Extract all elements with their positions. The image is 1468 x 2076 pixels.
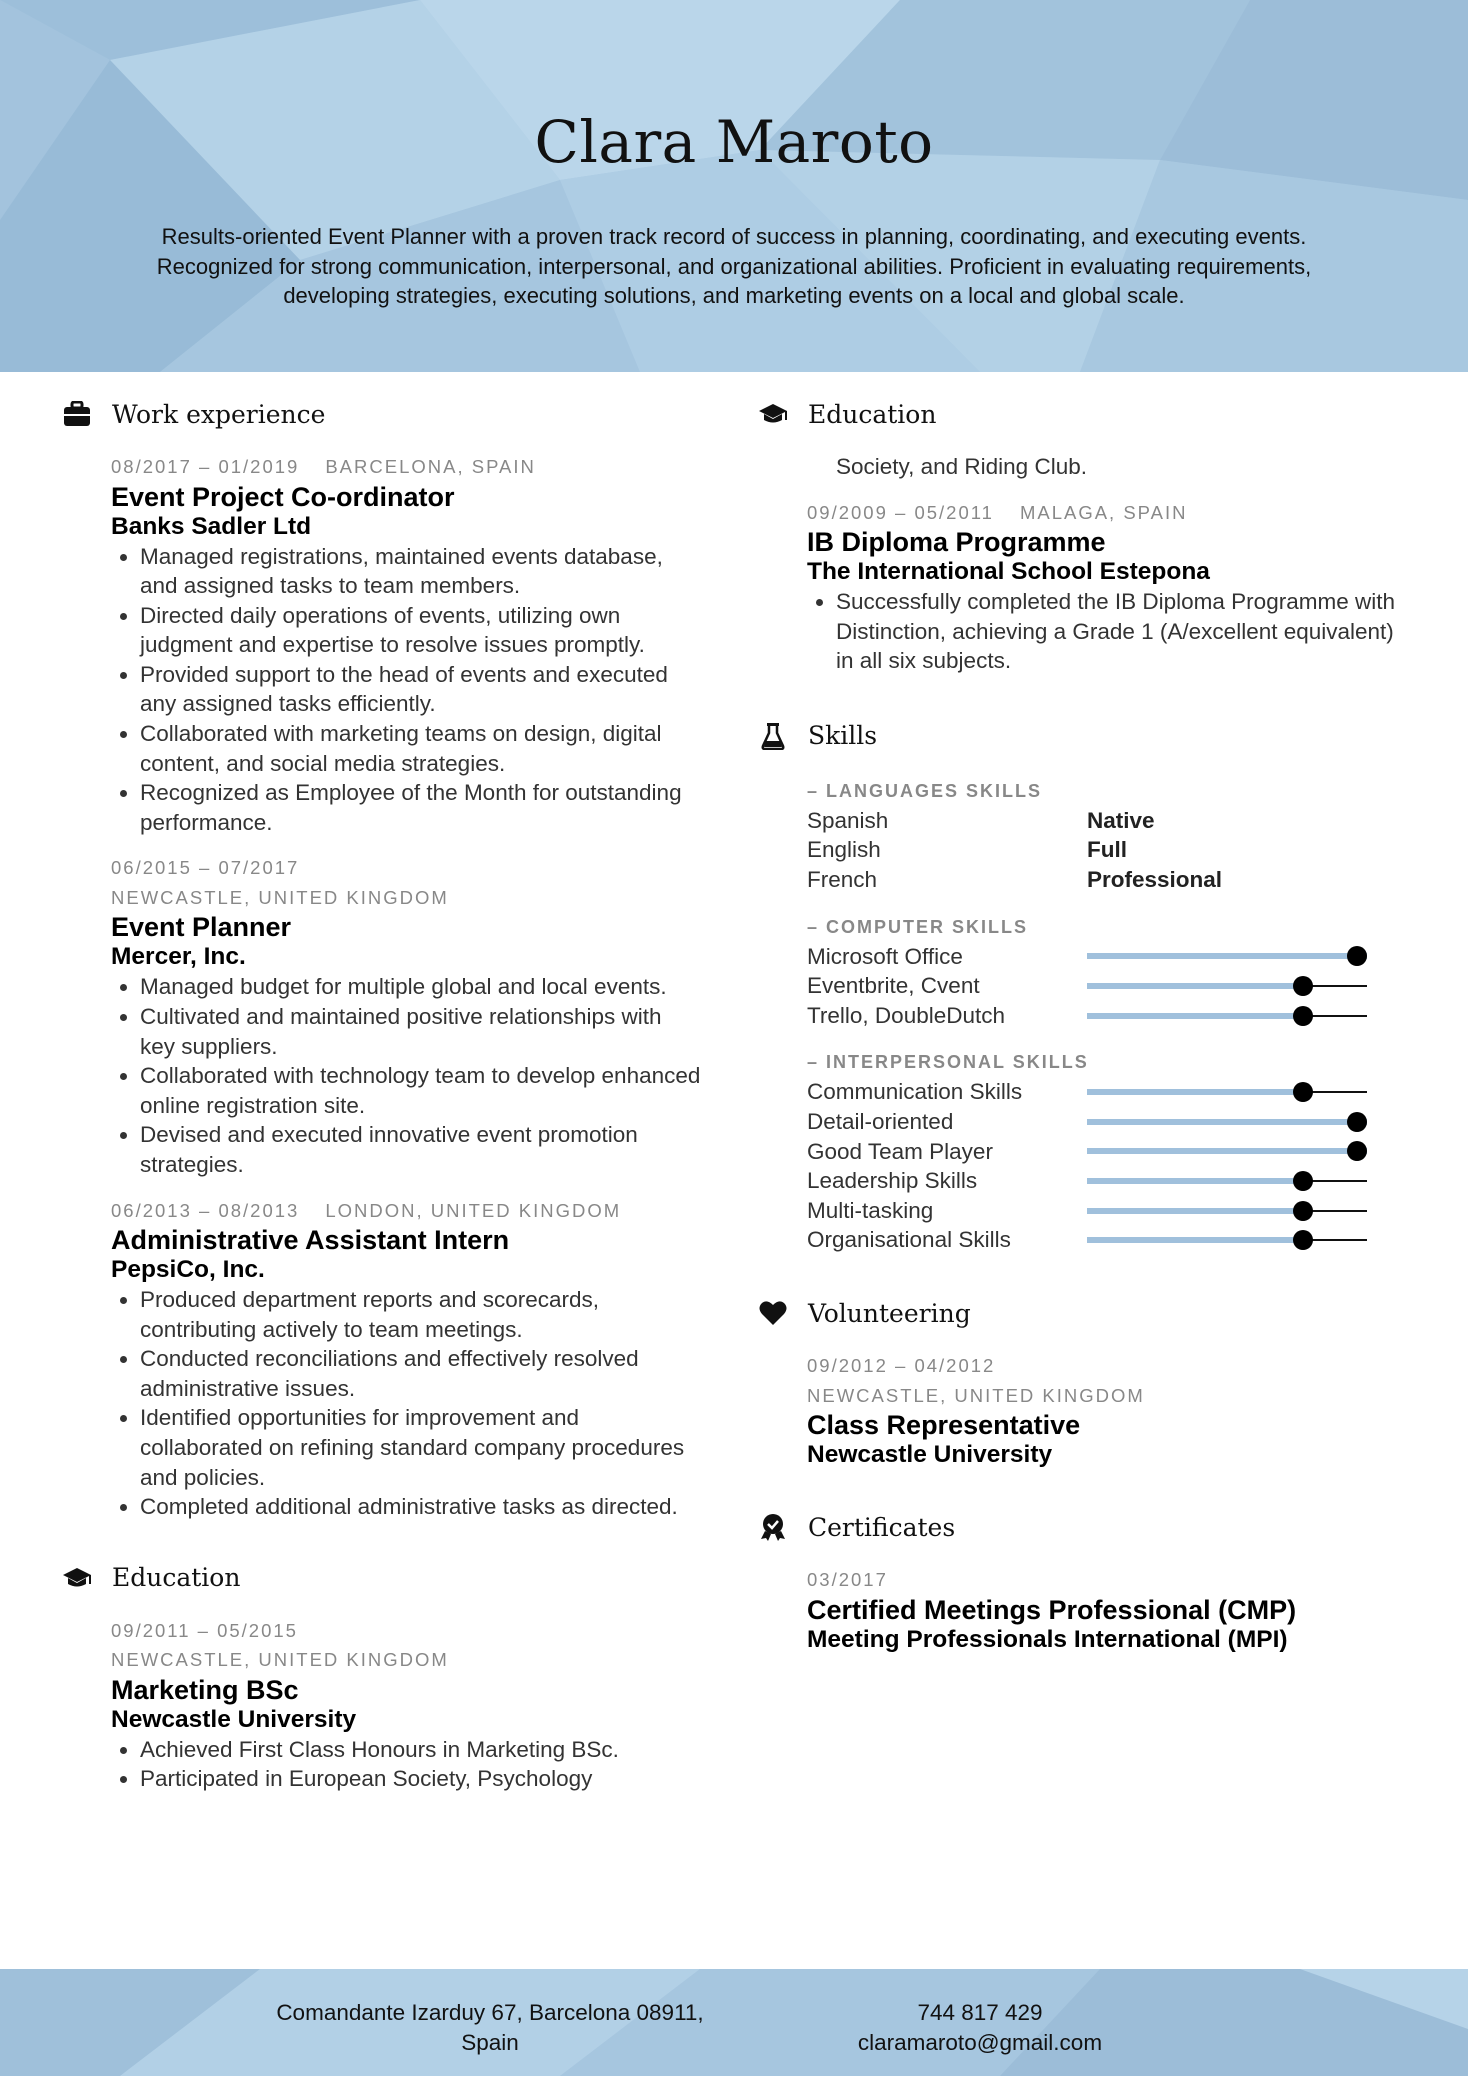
skill-level-bar bbox=[1087, 946, 1367, 966]
language-level: Native bbox=[1087, 807, 1155, 833]
entry-location: NEWCASTLE, UNITED KINGDOM bbox=[111, 886, 449, 908]
skill-level-bar bbox=[1087, 1201, 1367, 1221]
achievement-list bbox=[111, 1735, 702, 1794]
skill-row bbox=[807, 1196, 1398, 1226]
interpersonal-skills bbox=[807, 1047, 1398, 1255]
languages-skills-heading: – LANGUAGES SKILLS bbox=[807, 780, 1043, 801]
volunteer-role: Class Representative bbox=[807, 1410, 1081, 1440]
responsibility-item: • Collaborated with marketing teams on design, digital content, and social media strategies. bbox=[140, 719, 702, 778]
skill-level-bar bbox=[1087, 1082, 1367, 1102]
responsibility-item: • Directed daily operations of events, utilizing own judgment and expertise to resolve issues promptly. bbox=[140, 601, 702, 660]
skill-level-fill bbox=[1087, 1237, 1303, 1243]
certificate-issuer: Meeting Professionals International (MPI) bbox=[807, 1625, 1288, 1653]
header-background-pattern bbox=[0, 0, 1468, 372]
graduation-cap-icon bbox=[758, 399, 788, 429]
entry-meta bbox=[111, 452, 702, 482]
education-entry bbox=[111, 1616, 702, 1794]
entry-location: MALAGA, SPAIN bbox=[1019, 501, 1188, 523]
interpersonal-skills-heading: – INTERPERSONAL SKILLS bbox=[807, 1052, 1089, 1073]
skill-level-fill bbox=[1087, 1178, 1303, 1184]
skill-name: Communication Skills bbox=[807, 1079, 1023, 1105]
responsibility-item: • Conducted reconciliations and effectively resolved administrative issues. bbox=[140, 1344, 702, 1403]
skill-level-bar bbox=[1087, 976, 1367, 996]
skill-level-knob bbox=[1347, 946, 1367, 966]
skill-row bbox=[807, 1077, 1398, 1107]
entry-dates: 09/2009 – 05/2011 bbox=[807, 501, 994, 523]
job-title: Event Planner bbox=[111, 912, 292, 943]
work-entry bbox=[111, 1196, 702, 1522]
responsibility-item: • Devised and executed innovative event promotion strategies. bbox=[140, 1120, 702, 1179]
achievement-item: • Participated in European Society, Psychology bbox=[140, 1764, 702, 1794]
education-entry bbox=[807, 452, 1398, 482]
skill-row bbox=[807, 1107, 1398, 1137]
skill-name: Trello, DoubleDutch bbox=[807, 1002, 1006, 1028]
language-row bbox=[807, 835, 1398, 865]
achievement-list bbox=[807, 587, 1398, 676]
responsibility-list bbox=[111, 1285, 702, 1522]
address-line: Comandante Izarduy 67, Barcelona 08911, bbox=[276, 2000, 704, 2025]
company-name: Mercer, Inc. bbox=[111, 943, 246, 971]
skills-title: Skills bbox=[808, 721, 878, 751]
language-name: French bbox=[807, 867, 878, 893]
skill-level-bar bbox=[1087, 1141, 1367, 1161]
computer-skills bbox=[807, 912, 1398, 1031]
skill-level-bar bbox=[1087, 1006, 1367, 1026]
heart-icon bbox=[758, 1298, 788, 1328]
skill-level-bar bbox=[1087, 1171, 1367, 1191]
languages-skills bbox=[807, 776, 1398, 895]
skill-level-knob bbox=[1293, 1171, 1313, 1191]
volunteer-organization: Newcastle University bbox=[807, 1441, 1053, 1468]
education-heading bbox=[758, 396, 1398, 432]
continued-text: Society, and Riding Club. bbox=[836, 454, 1087, 479]
graduation-cap-icon bbox=[62, 1563, 92, 1593]
email-address[interactable]: claramaroto@gmail.com bbox=[857, 2029, 1103, 2055]
briefcase-icon bbox=[62, 399, 92, 429]
profile-summary: Results-oriented Event Planner with a proven track record of success in planning, coordinating, and executing events. Recognized for strong communication, interpersonal, and organizational abilities. Proficient in evaluating requirements, developing strategies, executing solutions, and marketing events on a local and global scale. bbox=[156, 224, 1312, 308]
volunteering-title: Volunteering bbox=[808, 1298, 971, 1328]
skill-row bbox=[807, 971, 1398, 1001]
skill-level-fill bbox=[1087, 953, 1367, 959]
work-experience-heading bbox=[62, 396, 702, 432]
skills-heading bbox=[758, 718, 1398, 754]
certificate-title: Certified Meetings Professional (CMP) bbox=[807, 1594, 1297, 1625]
education-title: Education bbox=[808, 399, 937, 429]
award-badge-icon bbox=[758, 1512, 788, 1542]
candidate-name: Clara Maroto bbox=[534, 108, 934, 176]
institution-name: The International School Estepona bbox=[807, 558, 1210, 586]
entry-dates: 09/2011 – 05/2015 bbox=[111, 1619, 298, 1641]
responsibility-item: • Identified opportunities for improvement and collaborated on refining standard company procedures and policies. bbox=[140, 1403, 702, 1492]
skill-name: Multi-tasking bbox=[807, 1197, 934, 1223]
work-experience-title: Work experience bbox=[112, 399, 326, 429]
responsibility-list bbox=[111, 542, 702, 838]
right-column bbox=[758, 396, 1398, 1654]
company-name: Banks Sadler Ltd bbox=[111, 512, 312, 540]
responsibility-item: • Collaborated with technology team to develop enhanced online registration site. bbox=[140, 1061, 702, 1120]
volunteering-entry bbox=[807, 1351, 1398, 1469]
language-name: English bbox=[807, 837, 881, 863]
footer-address bbox=[230, 1998, 750, 2057]
language-row bbox=[807, 865, 1398, 895]
skill-level-knob bbox=[1347, 1141, 1367, 1161]
certificates-title: Certificates bbox=[808, 1512, 956, 1542]
education-entry bbox=[807, 498, 1398, 676]
work-entry bbox=[111, 452, 702, 837]
certificates-heading bbox=[758, 1509, 1398, 1545]
degree-title: Marketing BSc bbox=[111, 1674, 299, 1705]
responsibility-item: • Recognized as Employee of the Month for outstanding performance. bbox=[140, 778, 702, 837]
skill-level-fill bbox=[1087, 1013, 1303, 1019]
skill-level-knob bbox=[1293, 1082, 1313, 1102]
responsibility-item: • Provided support to the head of events and executed any assigned tasks efficiently. bbox=[140, 660, 702, 719]
skill-row bbox=[807, 942, 1398, 972]
entry-location: NEWCASTLE, UNITED KINGDOM bbox=[807, 1384, 1145, 1406]
job-title: Administrative Assistant Intern bbox=[111, 1225, 510, 1256]
skill-level-knob bbox=[1293, 1201, 1313, 1221]
skill-row bbox=[807, 1137, 1398, 1167]
responsibility-list bbox=[111, 972, 702, 1179]
skill-level-knob bbox=[1293, 1006, 1313, 1026]
skill-level-fill bbox=[1087, 983, 1303, 989]
degree-title: IB Diploma Programme bbox=[807, 527, 1106, 558]
flask-icon bbox=[758, 721, 788, 751]
skill-level-knob bbox=[1293, 976, 1313, 996]
address-line: Spain bbox=[461, 2029, 519, 2055]
entry-dates: 09/2012 – 04/2012 bbox=[807, 1355, 996, 1376]
work-entry bbox=[111, 853, 702, 1179]
entry-location: LONDON, UNITED KINGDOM bbox=[325, 1199, 622, 1221]
left-column bbox=[62, 396, 702, 1794]
responsibility-item: • Managed budget for multiple global and local events. bbox=[140, 972, 702, 1002]
responsibility-item: • Managed registrations, maintained events database, and assigned tasks to team members. bbox=[140, 542, 702, 601]
skill-row bbox=[807, 1225, 1398, 1255]
language-level: Professional bbox=[1087, 867, 1223, 893]
skill-level-knob bbox=[1293, 1230, 1313, 1250]
entry-meta bbox=[111, 1196, 702, 1226]
skill-level-knob bbox=[1347, 1112, 1367, 1132]
entry-location: NEWCASTLE, UNITED KINGDOM bbox=[111, 1649, 449, 1671]
skill-level-bar bbox=[1087, 1230, 1367, 1250]
skill-level-fill bbox=[1087, 1089, 1303, 1095]
responsibility-item: • Completed additional administrative tasks as directed. bbox=[140, 1492, 702, 1522]
skill-level-bar bbox=[1087, 1112, 1367, 1132]
skill-name: Good Team Player bbox=[807, 1138, 993, 1164]
entry-dates: 06/2013 – 08/2013 bbox=[111, 1199, 300, 1221]
achievement-item: • Successfully completed the IB Diploma Programme with Distinction, achieving a Grade 1 (A/excellent equivalent) in all six subjects. bbox=[836, 587, 1398, 676]
language-row bbox=[807, 806, 1398, 836]
entry-dates: 08/2017 – 01/2019 bbox=[111, 456, 300, 477]
skill-row bbox=[807, 1166, 1398, 1196]
entry-location: BARCELONA, SPAIN bbox=[325, 456, 536, 477]
skill-level-fill bbox=[1087, 1208, 1303, 1214]
skill-name: Leadership Skills bbox=[807, 1168, 978, 1194]
skill-row bbox=[807, 1001, 1398, 1031]
skill-name: Detail-oriented bbox=[807, 1109, 954, 1135]
volunteering-heading bbox=[758, 1295, 1398, 1331]
language-name: Spanish bbox=[807, 807, 889, 833]
language-level: Full bbox=[1087, 837, 1127, 863]
institution-name: Newcastle University bbox=[111, 1705, 357, 1733]
education-heading bbox=[62, 1560, 702, 1596]
skill-name: Microsoft Office bbox=[807, 943, 963, 969]
entry-dates: 06/2015 – 07/2017 bbox=[111, 857, 300, 879]
skill-level-fill bbox=[1087, 1148, 1367, 1154]
certificate-entry bbox=[807, 1565, 1398, 1654]
responsibility-item: • Produced department reports and scorecards, contributing actively to team meetings. bbox=[140, 1285, 702, 1344]
phone-number: 744 817 429 bbox=[917, 2000, 1043, 2025]
skill-name: Eventbrite, Cvent bbox=[807, 973, 980, 999]
responsibility-item: • Cultivated and maintained positive relationships with key suppliers. bbox=[140, 1002, 702, 1061]
header-banner bbox=[0, 0, 1468, 372]
skill-name: Organisational Skills bbox=[807, 1227, 1011, 1253]
education-title: Education bbox=[112, 1563, 241, 1593]
skill-level-fill bbox=[1087, 1119, 1367, 1125]
achievement-item: • Achieved First Class Honours in Marketing BSc. bbox=[140, 1735, 702, 1765]
computer-skills-heading: – COMPUTER SKILLS bbox=[807, 916, 1029, 937]
company-name: PepsiCo, Inc. bbox=[111, 1256, 265, 1284]
entry-meta bbox=[807, 498, 1398, 528]
entry-dates: 03/2017 bbox=[807, 1569, 888, 1590]
job-title: Event Project Co-ordinator bbox=[111, 481, 455, 512]
footer-contact bbox=[780, 1998, 1180, 2057]
